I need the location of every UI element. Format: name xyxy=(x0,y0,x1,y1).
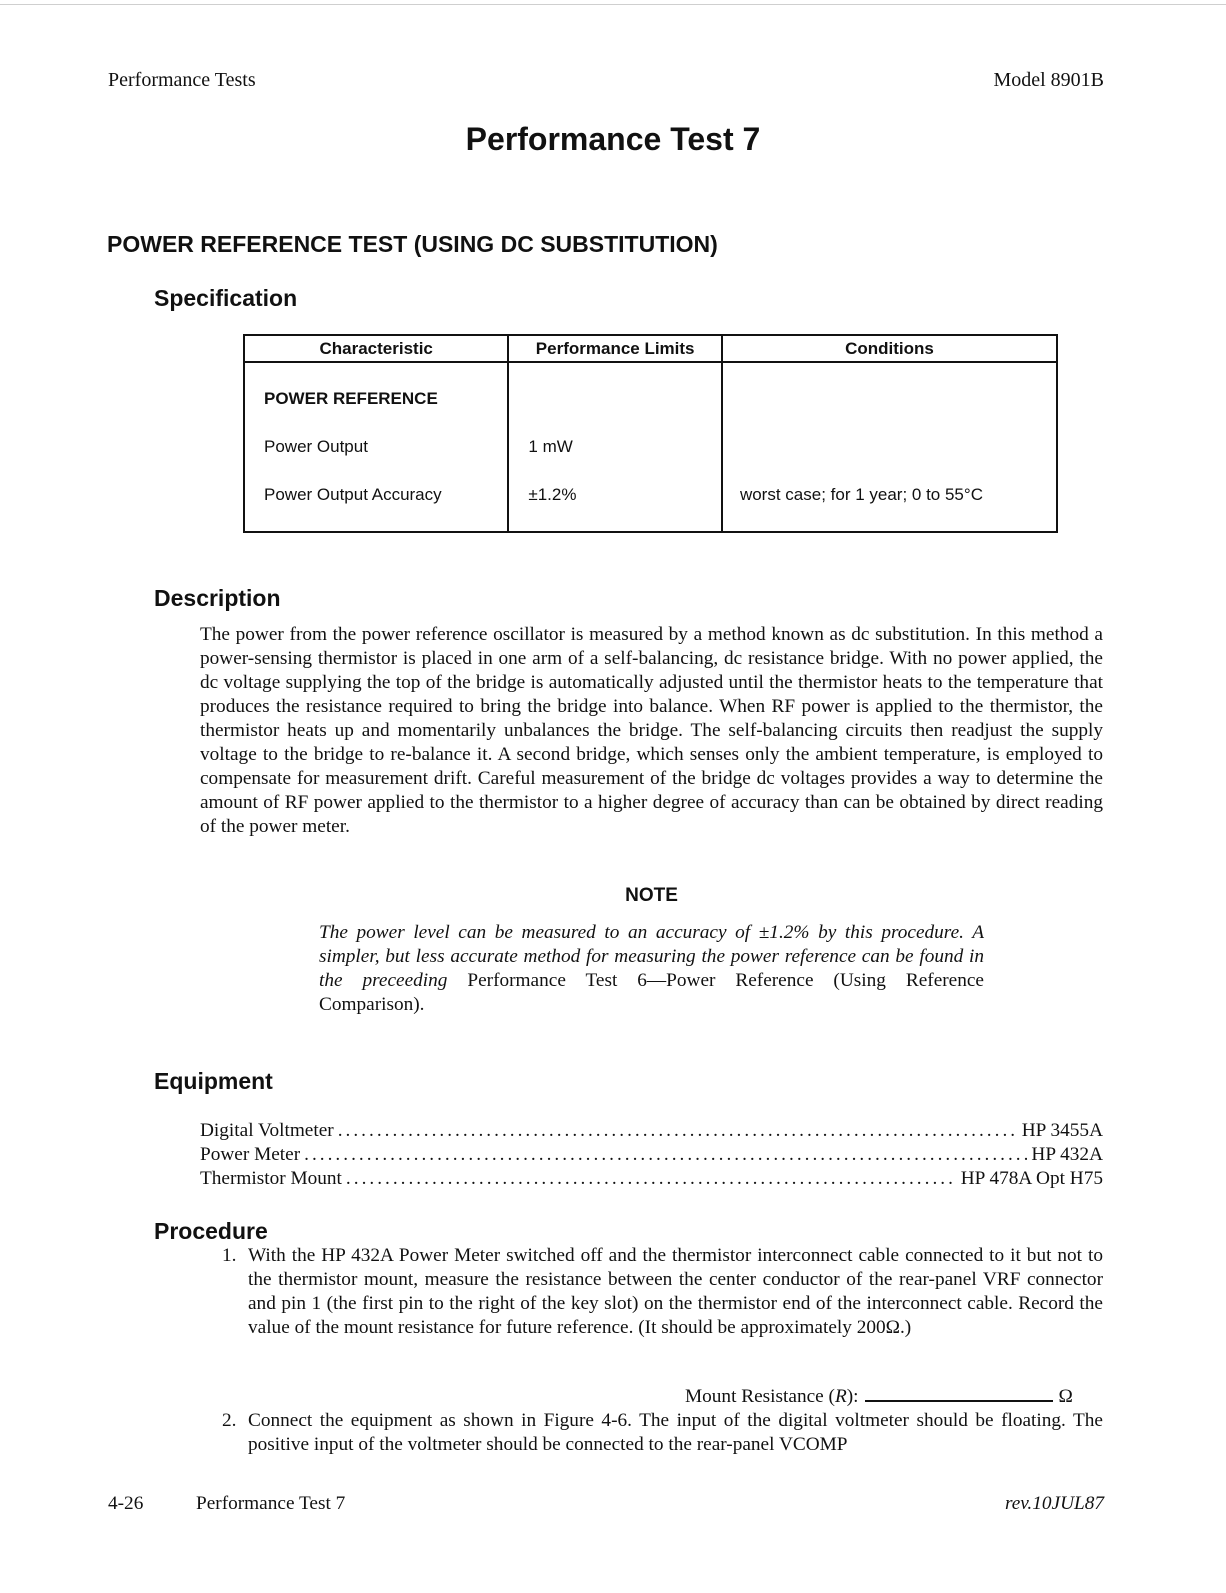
equipment-model: HP 3455A xyxy=(1021,1120,1103,1141)
running-header-left: Performance Tests xyxy=(108,69,256,91)
description-heading: Description xyxy=(154,585,281,611)
table-row xyxy=(244,362,1057,532)
note-paragraph xyxy=(319,921,984,1017)
leader-dots xyxy=(304,1143,1027,1167)
condition-text: worst case; for 1 year; 0 to 55°C xyxy=(739,485,983,504)
column-header: Conditions xyxy=(722,335,1057,362)
description-paragraph: The power from the power reference oscillator is measured by a method known as dc substitution. In this method a power-sensing thermistor is placed in one arm of a self-balancing, dc resistance bridge. With no power applied, the dc voltage supplying the top of the bridge is automatically adjusted until the thermistor heats to the temperature that produces the resistance required to bring the bridge into balance. When RF power is applied to the thermistor, the thermistor heats up and momentarily unbalances the bridge. The self-balancing circuits then readjust the supply voltage to the bridge to re-balance it. A second bridge, which senses only the ambient temperature, is employed to compensate for measurement drift. Careful measurement of the bridge dc voltages provides a way to determine the amount of RF power applied to the thermistor to a higher degree of accuracy than can be obtained by direct reading of the power meter. xyxy=(200,624,1103,837)
characteristic-label: Power Output Accuracy xyxy=(264,485,442,504)
step-number: 1. xyxy=(222,1245,237,1266)
column-header: Performance Limits xyxy=(508,335,722,362)
list-item xyxy=(200,1167,1103,1191)
step-number: 2. xyxy=(222,1410,237,1431)
equipment-model: HP 478A Opt H75 xyxy=(960,1168,1103,1189)
note-plain-text: Performance Test 6—Power Reference (Using Reference Comparison). xyxy=(319,970,984,1015)
list-item xyxy=(200,1119,1103,1143)
step-text: With the HP 432A Power Meter switched off and the thermistor interconnect cable connected to it but not to the thermistor mount, measure the resistance between the center conductor of the rear-panel VRF connector and pin 1 (the first pin to the right of the key slot) on the thermistor end of the interconnect cable. Record the value of the mount resistance for future reference. (It should be approximately 200Ω.) xyxy=(248,1245,1103,1338)
equipment-model: HP 432A xyxy=(1031,1144,1103,1165)
limit-value: ±1.2% xyxy=(528,485,577,504)
procedure-heading: Procedure xyxy=(154,1218,268,1244)
equipment-list xyxy=(200,1119,1103,1191)
mount-resistance-entry xyxy=(685,1384,1073,1408)
top-rule xyxy=(0,4,1226,5)
footer-revision: rev.10JUL87 xyxy=(1004,1493,1104,1514)
footer-page-number: 4-26 xyxy=(108,1493,144,1514)
label-text: Mount Resistance ( xyxy=(685,1386,835,1407)
equipment-name: Power Meter xyxy=(200,1144,301,1165)
note-heading: NOTE xyxy=(625,885,678,906)
list-item xyxy=(200,1143,1103,1167)
specification-table xyxy=(243,334,1058,533)
conditions-cell xyxy=(722,362,1057,532)
label-variable: R xyxy=(834,1386,847,1407)
limits-cell xyxy=(508,362,722,532)
limit-value: 1 mW xyxy=(528,437,573,456)
table-header-row xyxy=(244,335,1057,362)
mount-resistance-blank[interactable] xyxy=(865,1384,1053,1402)
equipment-heading: Equipment xyxy=(154,1068,273,1094)
characteristic-cell xyxy=(244,362,508,532)
step-text: Connect the equipment as shown in Figure 4-6. The input of the digital voltmeter should be floating. The positive input of the voltmeter should be connected to the rear-panel VCOMP xyxy=(248,1410,1103,1455)
characteristic-label: Power Output xyxy=(264,437,368,456)
footer-title: Performance Test 7 xyxy=(196,1493,346,1514)
equipment-name: Digital Voltmeter xyxy=(200,1120,334,1141)
specification-heading: Specification xyxy=(154,285,298,311)
column-header: Characteristic xyxy=(244,335,508,362)
running-header-right: Model 8901B xyxy=(993,69,1104,91)
group-label: POWER REFERENCE xyxy=(264,389,438,408)
equipment-name: Thermistor Mount xyxy=(200,1168,342,1189)
label-text: ): xyxy=(846,1386,859,1407)
note-italic-text: The power level can be measured to an accuracy of ±1.2% by this procedure. A simpler, but less accurate method for measuring the power reference can be found in the preceeding xyxy=(319,922,984,991)
mount-resistance-label xyxy=(685,1386,859,1407)
ohm-unit: Ω xyxy=(1058,1386,1073,1407)
section-title: POWER REFERENCE TEST (USING DC SUBSTITUTION) xyxy=(107,231,718,257)
leader-dots xyxy=(338,1119,1018,1143)
page-title: Performance Test 7 xyxy=(465,121,761,157)
leader-dots xyxy=(346,1167,957,1191)
